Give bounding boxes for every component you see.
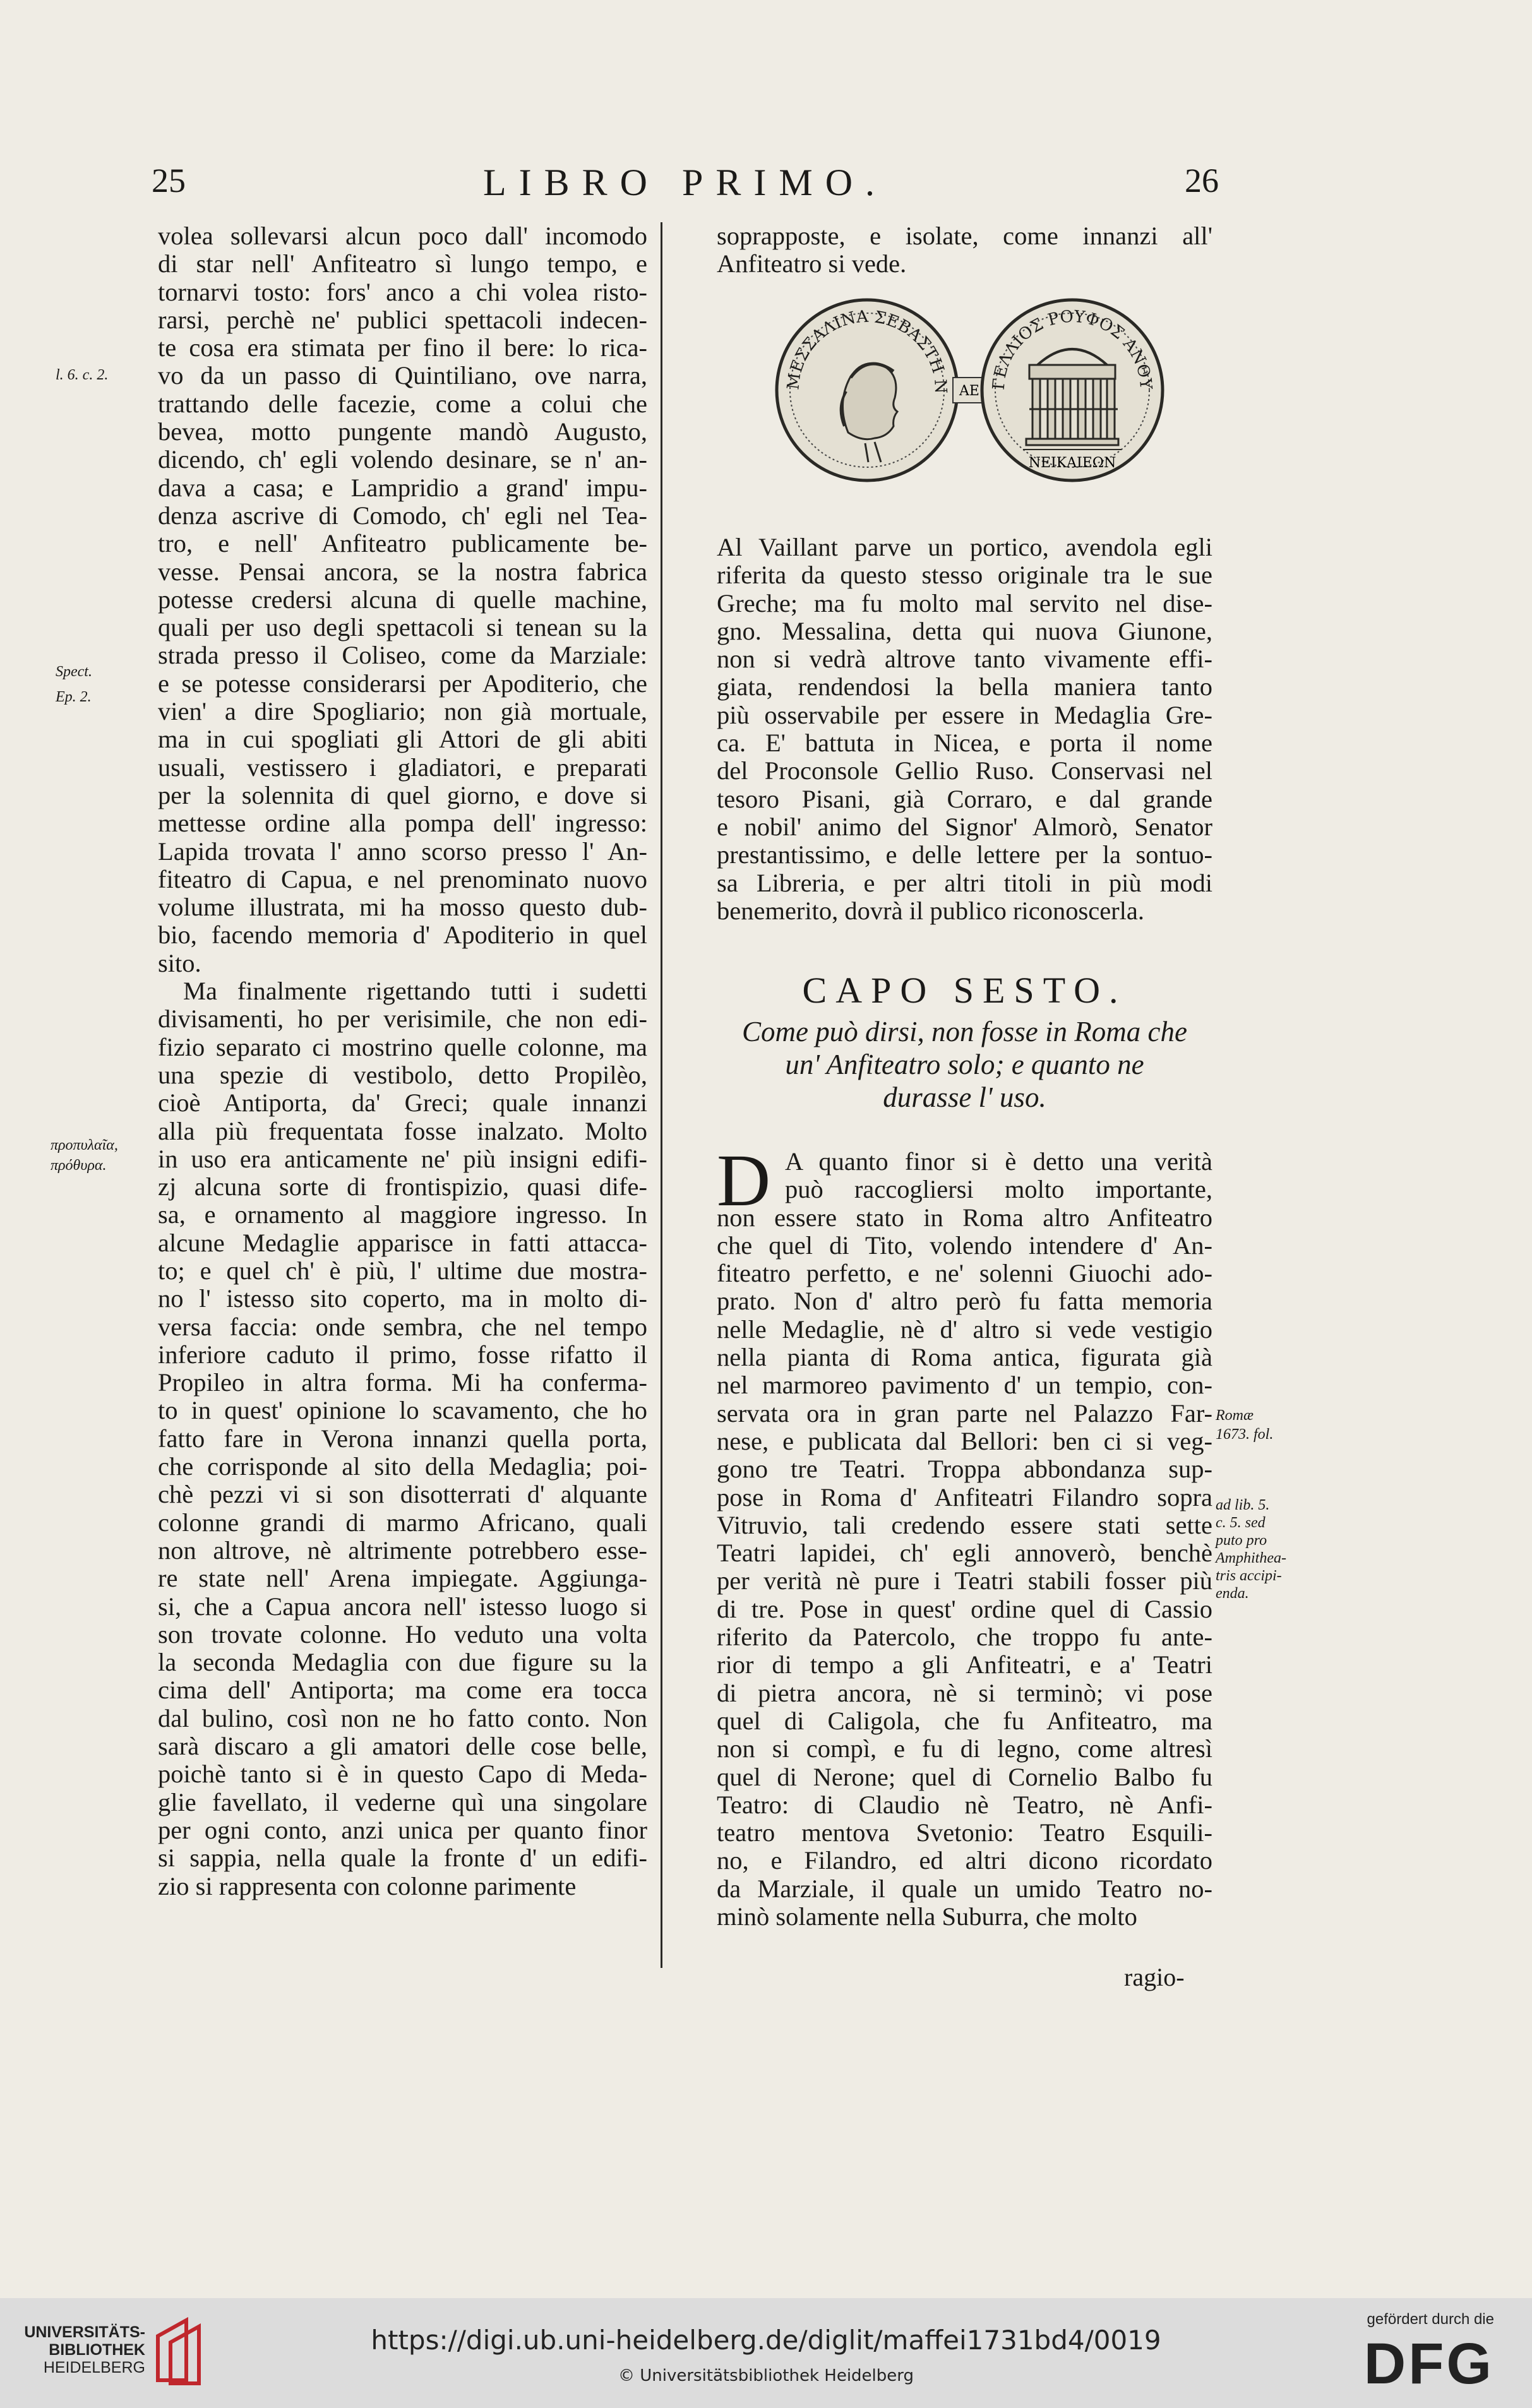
right-text-column-middle	[717, 533, 1212, 925]
left-text-column	[158, 222, 647, 1900]
text-line: zio si rappresenta con colonne parimente	[158, 1872, 577, 1900]
text-line: cima dell' Antiporta; ma come era tocca	[158, 1676, 647, 1705]
text-line: per ogni conto, anzi unica per quanto finor	[158, 1816, 647, 1844]
text-line: tornarvi tosto: fors' anco a chi volea risto-	[158, 278, 647, 306]
text-line: che corrisponde al sito della Medaglia; poi-	[158, 1453, 647, 1481]
text-line: in uso era anticamente ne' più insigni edifi-	[158, 1145, 647, 1173]
text-line: si, che a Capua ancora nell' istesso luogo si	[158, 1592, 647, 1621]
text-line: vo da un passo di Quintiliano, ove narra,	[158, 362, 647, 390]
margin-note-vitruvio-3: puto pro	[1216, 1532, 1267, 1549]
text-line: non si compì, e fu di legno, come altresì	[717, 1735, 1212, 1763]
text-line: denza ascrive di Comodo, ch' egli nel Tea-	[158, 501, 647, 530]
text-line: riferito da Patercolo, che troppo fu ante-	[717, 1623, 1212, 1652]
coin-svg	[774, 297, 1165, 499]
text-line: riferita da questo stesso originale tra le sue	[717, 561, 1212, 590]
page-number-right: 26	[1185, 162, 1219, 200]
text-line: dava a casa; e Lampridio a grand' impu-	[158, 474, 647, 502]
dfg-logo[interactable]	[1343, 2311, 1494, 2399]
text-line: di star nell' Anfiteatro sì lungo tempo, e	[158, 250, 647, 278]
page-number-left: 25	[152, 162, 186, 200]
text-line: tesoro Pisani, già Corraro, e dal grande	[717, 785, 1212, 813]
text-line: inferiore caduto il primo, fosse rifatto il	[158, 1340, 647, 1369]
text-line: bio, facendo memoria d' Apoditerio in quel	[158, 921, 647, 950]
right-text-column-body	[717, 1139, 1212, 1931]
margin-note-spect: Spect.	[56, 664, 92, 680]
text-line: alcune Medaglie apparisce in fatti attacca-	[158, 1229, 647, 1257]
chapter-subtitle	[717, 1015, 1212, 1114]
text-line: rior di tempo a gli Anfiteatri, e a' Teatri	[717, 1651, 1212, 1679]
text-line: usuali, vestissero i gladiatori, e preparati	[158, 753, 647, 782]
drop-cap: D	[717, 1139, 771, 1222]
text-line: son trovate colonne. Ho veduto una volta	[158, 1620, 647, 1648]
right-text-column-top	[717, 222, 1212, 278]
text-line: ca. E' battuta in Nicea, e porta il nome	[717, 729, 1212, 758]
text-line: può raccogliersi molto importante,	[785, 1176, 1212, 1204]
text-line: Anfiteatro si vede.	[717, 250, 907, 278]
viewer-footer	[0, 2298, 1532, 2408]
chapter-subtitle-line: un' Anfiteatro solo; e quanto ne	[785, 1049, 1144, 1080]
text-line: trattando delle facezie, come a colui che	[158, 390, 647, 418]
text-line: si sappia, nella quale la fronte d' un edifi-	[158, 1844, 647, 1873]
text-line: servata ora in gran parte nel Palazzo Far-	[717, 1399, 1212, 1428]
text-line: da Marziale, il quale un umido Teatro no-	[717, 1875, 1212, 1903]
text-line: non si vedrà altrove tanto vivamente effi-	[717, 645, 1212, 674]
text-line: Teatri lapidei, ch' egli annoverò, benchè	[717, 1539, 1212, 1568]
text-line: volume illustrata, mi ha mosso questo dub-	[158, 893, 647, 922]
text-line: Lapida trovata l' anno scorso presso l' An-	[158, 837, 647, 866]
running-title: LIBRO PRIMO.	[482, 162, 888, 203]
text-line: sito.	[158, 949, 201, 977]
text-line: e se potesse considerarsi per Apoditerio, che	[158, 669, 647, 698]
text-line: fiteatro di Capua, e nel prenominato nuovo	[158, 865, 647, 893]
chapter-title: CAPO SESTO.	[802, 970, 1127, 1011]
text-line: benemerito, dovrà il publico riconoscerla.	[717, 897, 1145, 925]
column-divider	[661, 222, 662, 1968]
text-line: volea sollevarsi alcun poco dall' incomodo	[158, 222, 647, 250]
text-line: no, e Filandro, ed altri dicono ricordato	[717, 1847, 1212, 1875]
text-line: ma in cui spogliati gli Attori de gli abiti	[158, 725, 647, 754]
text-line: quali per uso degli spettacoli si tenean su la	[158, 614, 647, 642]
margin-note-ep: Ep. 2.	[56, 689, 92, 705]
text-line: giata, rendendosi la bella maniera tanto	[717, 673, 1212, 701]
text-line: Greche; ma fu molto mal servito nel dise-	[717, 589, 1212, 617]
text-line: sa, e ornamento al maggiore ingresso. In	[158, 1201, 647, 1229]
text-line: bevea, motto pungente mandò Augusto,	[158, 418, 647, 446]
text-line: rarsi, perchè ne' publici spettacoli indecen-	[158, 306, 647, 334]
text-line: che quel di Tito, volendo intendere d' An-	[717, 1231, 1212, 1260]
text-line: no l' istesso sito coperto, ma in molto di-	[158, 1285, 647, 1313]
text-line: più osservabile per essere in Medaglia Gre-	[717, 701, 1212, 729]
text-line: teatro mentova Svetonio: Teatro Esquili-	[717, 1819, 1212, 1847]
margin-note-quintilian: l. 6. c. 2.	[56, 367, 109, 383]
text-line: chè pezzi vi si son disotterrati d' alquante	[158, 1481, 647, 1509]
coin-obverse-legend: ΜΕΣΣΑΛΙΝΑ ΣΕΒΑΣΤΗ Ν	[784, 307, 950, 395]
text-line: la seconda Medaglia con due figure su la	[158, 1648, 647, 1677]
text-line: fatto fare in Verona innanzi quella porta,	[158, 1424, 647, 1453]
text-line: nelle Medaglie, nè d' altro si vede vestigio	[717, 1315, 1212, 1344]
text-line: strada presso il Coliseo, come da Marziale:	[158, 641, 647, 670]
text-line: quel di Caligola, che fu Anfiteatro, ma	[717, 1707, 1212, 1735]
text-line: tro, e nell' Anfiteatro publicamente be-	[158, 530, 647, 558]
text-line: fiteatro perfetto, e ne' solenni Giuochi ado-	[717, 1260, 1212, 1288]
page-header	[152, 161, 1219, 205]
margin-note-vitruvio-1: ad lib. 5.	[1216, 1497, 1270, 1513]
library-name-line-3: HEIDELBERG	[43, 2359, 145, 2376]
text-line: fizio separato ci mostrino quelle colonne, ma	[158, 1033, 647, 1061]
margin-note-roma-2: 1673. fol.	[1216, 1426, 1274, 1443]
text-line: vesse. Pensai ancora, se la nostra fabrica	[158, 557, 647, 586]
text-line: A quanto finor si è detto una verità	[785, 1148, 1212, 1176]
library-name-line-2: BIBLIOTHEK	[49, 2341, 145, 2359]
dfg-wordmark: DFG	[1363, 2332, 1494, 2396]
text-line: sarà discaro a gli amatori delle cose belle,	[158, 1732, 647, 1761]
text-line: non altrove, nè altrimente potrebbero esse-	[158, 1536, 647, 1565]
text-line: non essere stato in Roma altro Anfiteatro	[717, 1203, 1212, 1232]
coin-mark: AE	[959, 383, 979, 399]
text-line: divisamenti, ho per verisimile, che non edi-	[158, 1005, 647, 1034]
text-line: vien' a dire Spogliario; non già mortuale,	[158, 698, 647, 726]
margin-note-roma-1: Romæ	[1216, 1407, 1254, 1424]
chapter-subtitle-line: durasse l' uso.	[883, 1082, 1046, 1113]
text-line: gno. Messalina, detta qui nuova Giunone,	[717, 617, 1212, 645]
text-line: di pietra ancora, nè si terminò; vi pose	[717, 1679, 1212, 1707]
catchword: ragio-	[1124, 1963, 1185, 1991]
text-line: soprapposte, e isolate, come innanzi all'	[717, 222, 1212, 250]
text-line: minò solamente nella Suburra, che molto	[717, 1903, 1137, 1931]
permalink-url[interactable]: https://digi.ub.uni-heidelberg.de/diglit/maffei1731bd4/0019	[371, 2325, 1161, 2356]
text-line: to in quest' opinione lo scavamento, che ho	[158, 1397, 647, 1425]
copyright-notice: © Universitätsbibliothek Heidelberg	[618, 2366, 914, 2385]
chapter-subtitle-line: Come può dirsi, non fosse in Roma che	[742, 1016, 1187, 1047]
text-line: nella pianta di Roma antica, figurata già	[717, 1344, 1212, 1372]
coin-exergue: ΝΕΙΚΑΙΕΩΝ	[1028, 455, 1116, 471]
text-line: dicendo, ch' egli volendo desinare, se n' an-	[158, 446, 647, 474]
funded-by-label: gefördert durch die	[1367, 2311, 1494, 2328]
margin-note-vitruvio-2: c. 5. sed	[1216, 1515, 1266, 1531]
text-line: prato. Non d' altro però fu fatta memoria	[717, 1287, 1212, 1316]
margin-note-vitruvio-5: tris accipi-	[1216, 1568, 1282, 1584]
text-line: e nobil' animo del Signor' Almorò, Senator	[717, 813, 1212, 841]
text-line: pose in Roma d' Anfiteatri Filandro sopra	[717, 1483, 1212, 1511]
text-line: colonne grandi di marmo Africano, quali	[158, 1508, 647, 1537]
text-line: per verità nè pure i Teatri stabili fosser più	[717, 1567, 1212, 1595]
text-line: cioè Antiporta, da' Greci; quale innanzi	[158, 1089, 647, 1118]
library-name-line-1: UNIVERSITÄTS-	[24, 2323, 145, 2341]
text-line: quel di Nerone; quel di Cornelio Balbo fu	[717, 1763, 1212, 1791]
text-line: glie favellato, il vederne quì una singolare	[158, 1788, 647, 1816]
coin-illustration	[774, 297, 1165, 505]
text-line: poichè tanto si è in questo Capo di Meda-	[158, 1760, 647, 1789]
text-line: sa Libreria, e per altri titoli in più modi	[717, 869, 1212, 897]
text-line: di tre. Pose in quest' ordine quel di Cassio	[717, 1595, 1212, 1623]
text-line: nel marmoreo pavimento d' un tempio, con-	[717, 1371, 1212, 1400]
text-line: Teatro: di Claudio nè Teatro, nè Anfi-	[717, 1791, 1212, 1819]
text-line: prestantissimo, e delle lettere per la sontuo-	[717, 841, 1212, 869]
text-line: versa faccia: onde sembra, che nel tempo	[158, 1313, 647, 1341]
text-line: Propileo in altra forma. Mi ha conferma-	[158, 1369, 647, 1397]
margin-note-vitruvio-4: Amphithea-	[1216, 1550, 1286, 1566]
text-line: Al Vaillant parve un portico, avendola egli	[717, 533, 1212, 561]
text-line: alla più frequentata fosse inalzato. Molto	[158, 1117, 647, 1145]
text-line: per la solennita di quel giorno, e dove si	[158, 781, 647, 809]
coin-reverse-legend: ΓΕΛΛΙΟΣ ΡΟΥΦΟΣ ΑΝΘΥ	[989, 307, 1156, 391]
text-line: potesse credersi alcuna di quelle machine,	[158, 585, 647, 614]
text-line: gono tre Teatri. Troppa abbondanza sup-	[717, 1455, 1212, 1484]
text-line: Vitruvio, tali credendo essere stati sette	[717, 1511, 1212, 1539]
margin-note-greek-1: προπυλαῖα,	[51, 1137, 118, 1153]
margin-note-vitruvio-6: enda.	[1216, 1585, 1249, 1602]
text-line: dal bulino, così non ne ho fatto conto. Non	[158, 1704, 647, 1732]
text-line: zj alcuna sorte di frontispizio, quasi dife-	[158, 1173, 647, 1201]
text-line: to; e quel ch' è più, l' ultime due mostra-	[158, 1256, 647, 1285]
text-line: te cosa era stimata per fino il bere: lo rica-	[158, 334, 647, 362]
text-line: una spezie di vestibolo, detto Propilèo,	[158, 1061, 647, 1089]
coin-reverse	[982, 300, 1163, 480]
text-line: re state nell' Arena impiegate. Aggiunga-	[158, 1565, 647, 1593]
text-line: del Proconsole Gellio Ruso. Conservasi nel	[717, 757, 1212, 785]
margin-note-greek-2: πρόθυρα.	[51, 1157, 107, 1174]
text-line: nese, e publicata dal Bellori: ben ci si veg-	[717, 1427, 1212, 1455]
text-line: mettesse ordine alla pompa dell' ingresso:	[158, 809, 647, 838]
text-line: Ma finalmente rigettando tutti i sudetti	[183, 977, 647, 1006]
